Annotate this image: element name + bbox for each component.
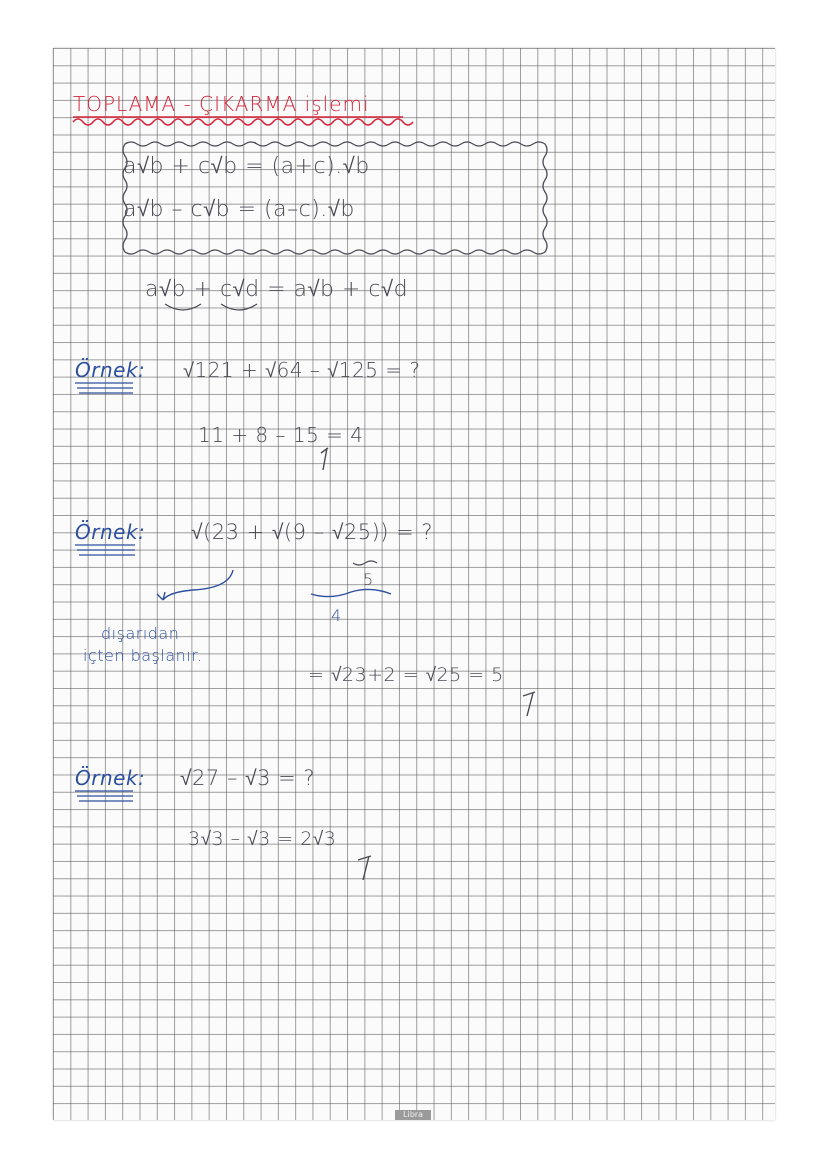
example-question-3: √27 – √3 = ? bbox=[180, 766, 316, 790]
middle-result: 4 bbox=[331, 606, 342, 625]
label-underline-2 bbox=[75, 545, 135, 555]
example-label-3: Örnek: bbox=[75, 766, 146, 790]
example-question-2: √(23 + √(9 – √25)) = ? bbox=[191, 520, 434, 544]
arc-under-b bbox=[165, 304, 201, 310]
pen-marks bbox=[53, 48, 775, 1120]
middle-brace bbox=[311, 589, 391, 596]
note-line-1: dışarıdan bbox=[101, 624, 180, 643]
label-underline-3 bbox=[75, 791, 133, 801]
answer-mark-2 bbox=[523, 692, 535, 716]
addition-rule: a√b + c√b = (a+c).√b bbox=[123, 154, 370, 179]
example-solution-1: 11 + 8 – 15 = 4 bbox=[198, 423, 364, 447]
example-solution-3: 3√3 – √3 = 2√3 bbox=[188, 828, 337, 850]
page-title: TOPLAMA - ÇIKARMA işlemi bbox=[73, 92, 370, 116]
note-line-2: içten başlanır. bbox=[83, 646, 203, 665]
outer-bracket-arrow bbox=[157, 570, 233, 600]
label-underline-1 bbox=[75, 383, 133, 393]
example-question-1: √121 + √64 – √125 = ? bbox=[183, 358, 421, 382]
example-label-1: Örnek: bbox=[75, 358, 146, 382]
graph-paper-sheet bbox=[53, 48, 775, 1120]
arc-under-d bbox=[221, 304, 257, 310]
rule-box bbox=[123, 142, 547, 254]
answer-mark-3 bbox=[358, 856, 371, 880]
different-radicands-rule: a√b + c√d = a√b + c√d bbox=[145, 277, 409, 302]
title-wavy-underline bbox=[73, 119, 413, 125]
answer-mark-1 bbox=[321, 448, 328, 470]
notebook-brand-mark: Libra bbox=[395, 1110, 431, 1120]
example-label-2: Örnek: bbox=[75, 520, 146, 544]
subtraction-rule: a√b – c√b = (a–c).√b bbox=[123, 197, 355, 222]
example-solution-2: = √23+2 = √25 = 5 bbox=[308, 664, 504, 686]
inner-brace bbox=[353, 561, 377, 565]
inner-result: 5 bbox=[363, 570, 374, 589]
